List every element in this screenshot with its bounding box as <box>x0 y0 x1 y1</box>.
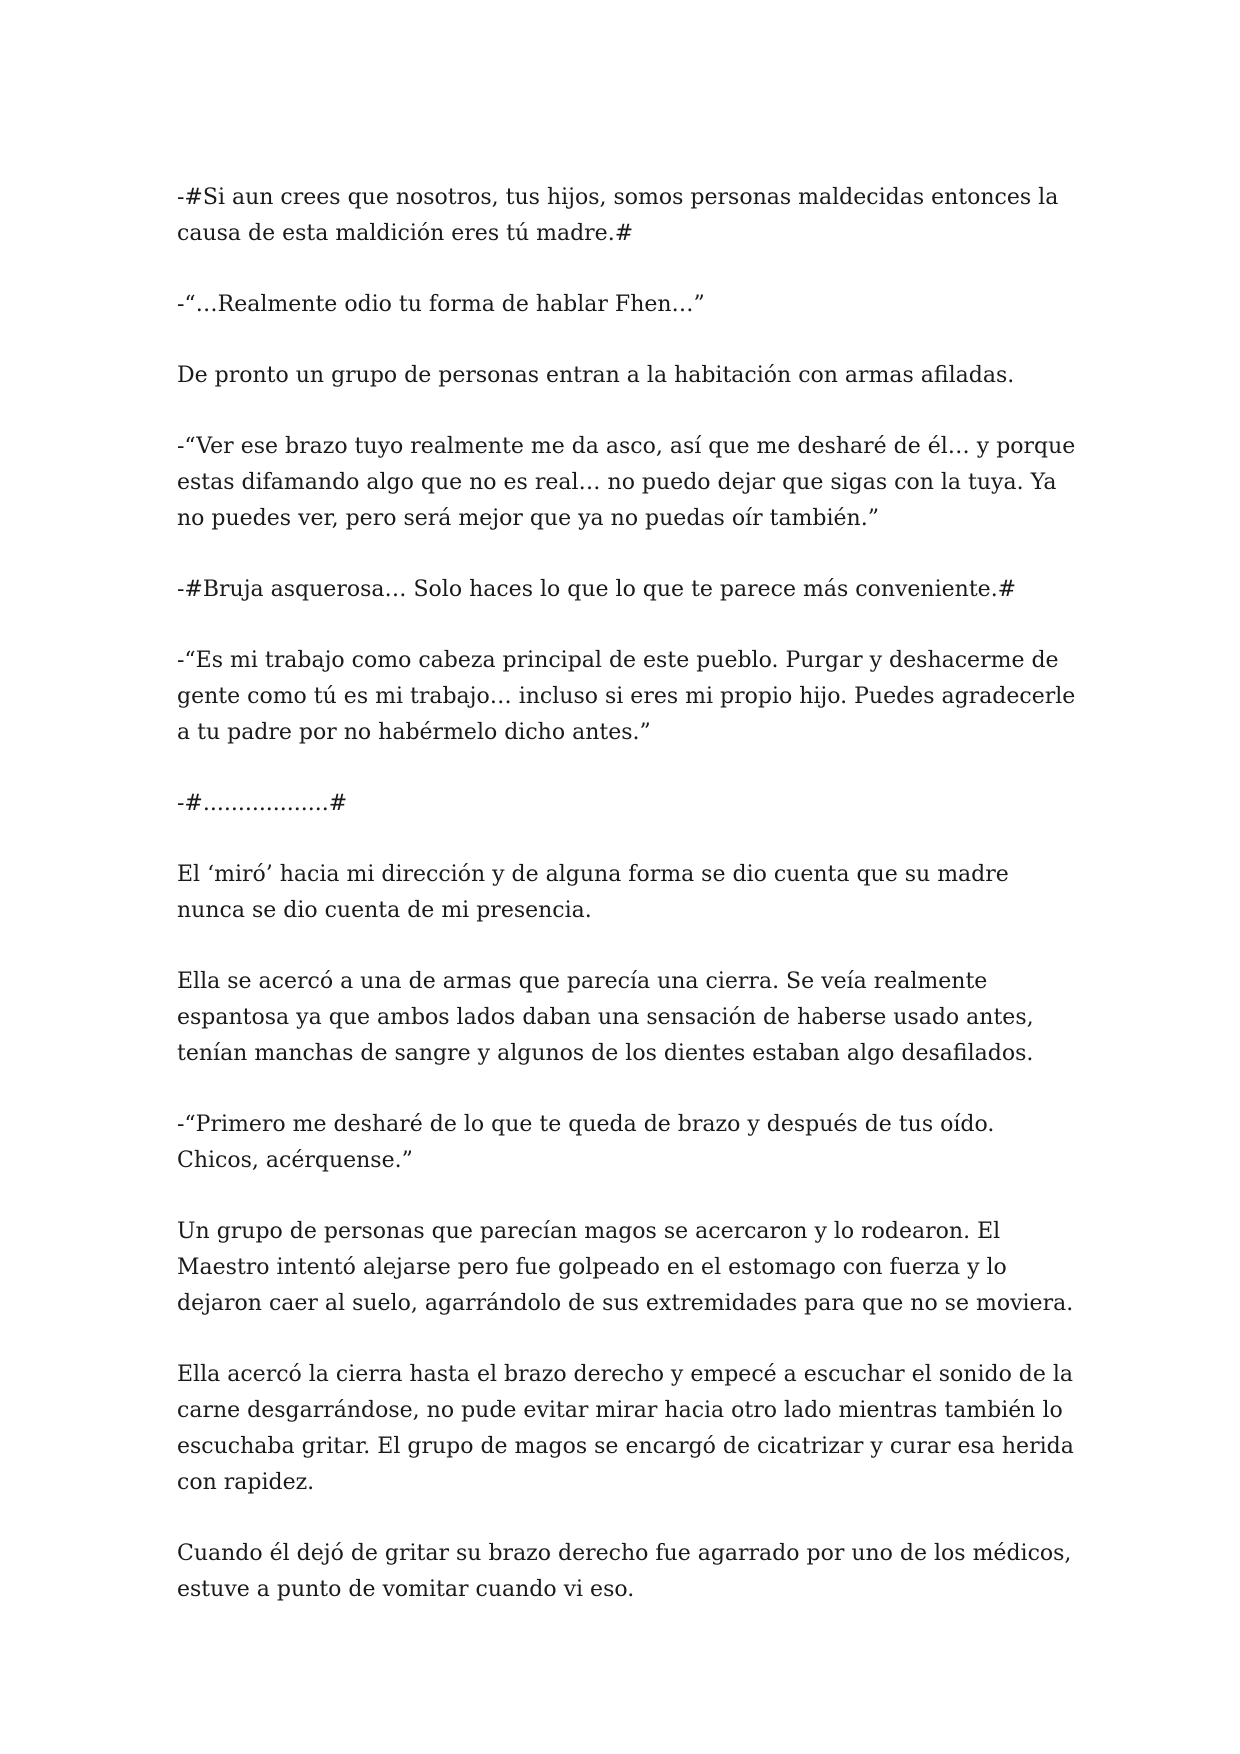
paragraph: Ella acercó la cierra hasta el brazo derecho y empecé a escuchar el sonido de la carne desgarrándose, no pude evitar mirar hacia otro lado mientras también lo escuchaba gritar. El grupo de magos se encargó de cicatrizar y curar esa herida con rapidez. <box>177 1362 1074 1495</box>
document-body <box>177 180 1077 1643</box>
paragraph: Cuando él dejó de gritar su brazo derecho fue agarrado por uno de los médicos, estuve a punto de vomitar cuando vi eso. <box>177 1541 1072 1602</box>
paragraph: -“Primero me desharé de lo que te queda de brazo y después de tus oído. Chicos, acérquense.” <box>177 1112 995 1173</box>
paragraph: -“Ver ese brazo tuyo realmente me da asco, así que me desharé de él… y porque estas difamando algo que no es real… no puedo dejar que sigas con la tuya. Ya no puedes ver, pero será mejor que ya no puedas oír también.” <box>177 434 1076 531</box>
paragraph: De pronto un grupo de personas entran a la habitación con armas afiladas. <box>177 363 1015 388</box>
paragraph: -#Si aun crees que nosotros, tus hijos, somos personas maldecidas entonces la causa de esta maldición eres tú madre.# <box>177 185 1059 246</box>
paragraph: -#Bruja asquerosa… Solo haces lo que lo que te parece más conveniente.# <box>177 577 1017 602</box>
paragraph: -#..................# <box>177 791 348 816</box>
paragraph: Ella se acercó a una de armas que parecía una cierra. Se veía realmente espantosa ya que ambos lados daban una sensación de haberse usado antes, tenían manchas de sangre y algunos de los dientes estaban algo desafilados. <box>177 969 1034 1066</box>
paragraph: Un grupo de personas que parecían magos se acercaron y lo rodearon. El Maestro intentó alejarse pero fue golpeado en el estomago con fuerza y lo dejaron caer al suelo, agarrándolo de sus extremidades para que no se moviera. <box>177 1219 1074 1316</box>
paragraph: -“Es mi trabajo como cabeza principal de este pueblo. Purgar y deshacerme de gente como tú es mi trabajo… incluso si eres mi propio hijo. Puedes agradecerle a tu padre por no habérmelo dicho antes.” <box>177 648 1076 745</box>
paragraph: El ‘miró’ hacia mi dirección y de alguna forma se dio cuenta que su madre nunca se dio cuenta de mi presencia. <box>177 862 1009 923</box>
paragraph: -“…Realmente odio tu forma de hablar Fhen…” <box>177 292 705 317</box>
